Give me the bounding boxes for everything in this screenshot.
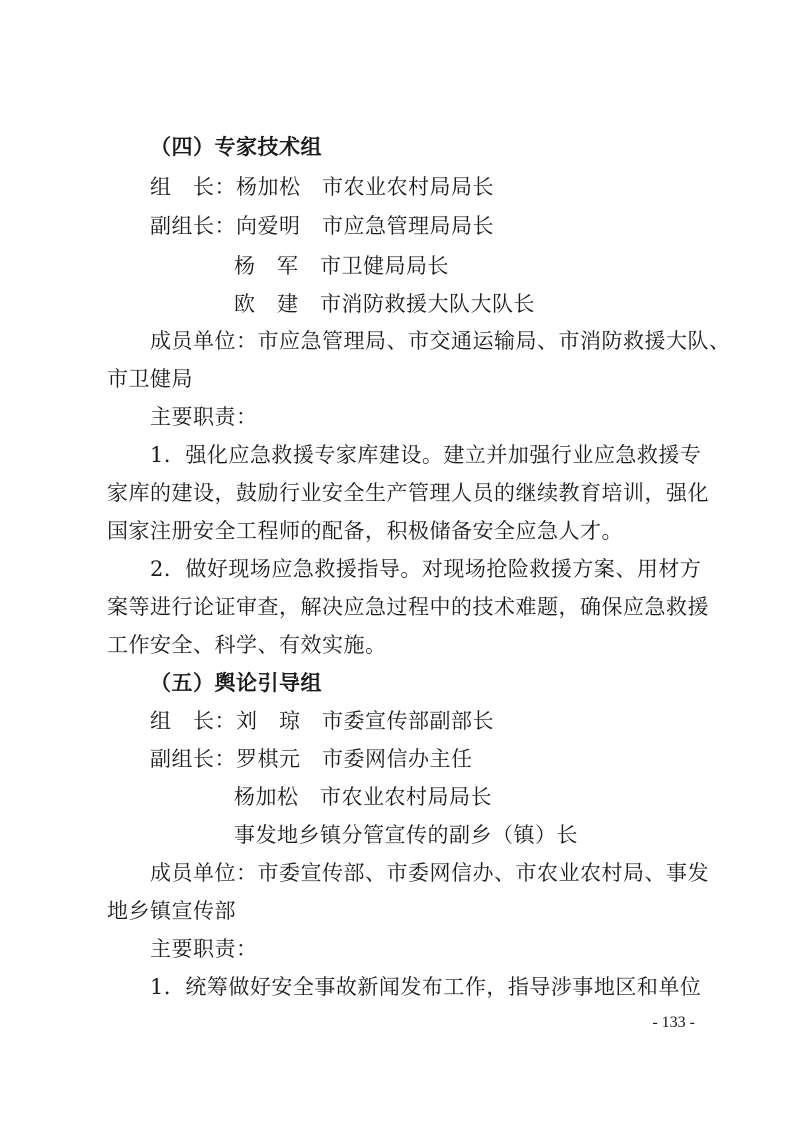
deputy-leader-line: 事发地乡镇分管宣传的副乡（镇）长 (234, 823, 578, 847)
duty-paragraph-line: 国家注册安全工程师的配备，积极储备安全应急人才。 (107, 519, 623, 543)
deputy-leader-line: 杨 军 市卫健局局长 (234, 254, 449, 278)
deputy-leader-line: 副组长：罗棋元 市委网信办主任 (150, 747, 473, 771)
duty-paragraph-line: 2．做好现场应急救援指导。对现场抢险救援方案、用材方 (150, 557, 702, 581)
group-leader-line: 组 长：刘 琼 市委宣传部副部长 (150, 709, 494, 733)
member-units-line: 成员单位：市委宣传部、市委网信办、市农业农村局、事发 (150, 861, 709, 885)
member-units-line: 市卫健局 (107, 367, 193, 391)
duty-paragraph-line: 1．统筹做好安全事故新闻发布工作，指导涉事地区和单位 (150, 975, 702, 999)
group-leader-line: 组 长：杨加松 市农业农村局局长 (150, 175, 494, 199)
member-units-line: 成员单位：市应急管理局、市交通运输局、市消防救援大队、 (150, 329, 731, 353)
page-number: - 133 - (652, 1014, 695, 1031)
duty-paragraph-line: 家库的建设，鼓励行业安全生产管理人员的继续教育培训，强化 (107, 481, 709, 505)
duties-label: 主要职责： (150, 937, 258, 961)
duty-paragraph-line: 工作安全、科学、有效实施。 (107, 633, 387, 657)
duty-paragraph-line: 案等进行论证审查，解决应急过程中的技术难题，确保应急救援 (107, 595, 709, 619)
section-heading-expert-group: （四）专家技术组 (150, 135, 322, 159)
deputy-leader-line: 杨加松 市农业农村局局长 (234, 785, 492, 809)
deputy-leader-line: 副组长：向爱明 市应急管理局局长 (150, 214, 494, 238)
section-heading-opinion-group: （五）舆论引导组 (150, 671, 322, 695)
member-units-line: 地乡镇宣传部 (107, 899, 236, 923)
duties-label: 主要职责： (150, 405, 258, 429)
deputy-leader-line: 欧 建 市消防救援大队大队长 (234, 292, 535, 316)
duty-paragraph-line: 1．强化应急救援专家库建设。建立并加强行业应急救援专 (150, 443, 702, 467)
